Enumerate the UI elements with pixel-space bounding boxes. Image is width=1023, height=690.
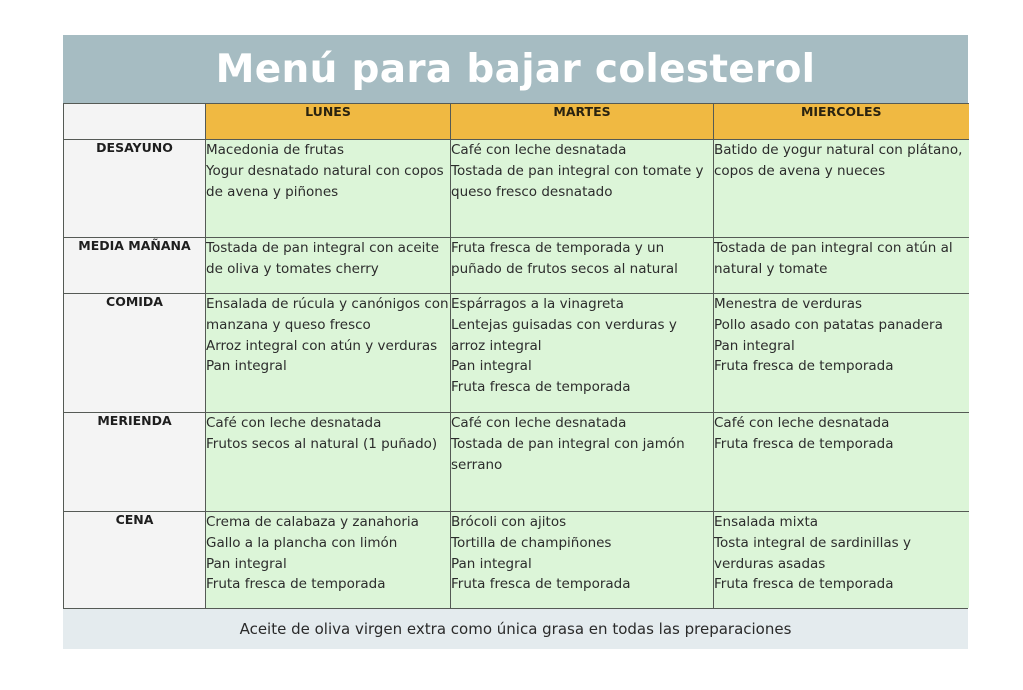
header-row: [64, 104, 969, 140]
menu-item: Arroz integral con atún y verduras: [206, 337, 438, 354]
table-row: [64, 140, 969, 238]
menu-item: Fruta fresca de temporada y un puñado de frutos secos al natural: [451, 240, 678, 277]
cell-cena-miercoles: [714, 512, 969, 609]
cell-comida-miercoles: [714, 294, 969, 413]
menu-item: Pan integral: [451, 358, 532, 375]
menu-item: Fruta fresca de temporada: [714, 358, 894, 375]
menu-item: Fruta fresca de temporada: [714, 576, 894, 593]
row-header-comida: COMIDA: [64, 294, 206, 413]
cell-cena-martes: [451, 512, 714, 609]
cell-comida-martes: [451, 294, 714, 413]
cell-merienda-martes: [451, 413, 714, 512]
menu-item: Tosta integral de sardinillas y verduras asadas: [714, 534, 911, 572]
menu-item: Yogur desnatado natural con copos de avena y piñones: [206, 162, 444, 200]
menu-item: Macedonia de frutas: [206, 142, 344, 158]
menu-item: Tortilla de champiñones: [451, 534, 612, 551]
cell-cena-lunes: [206, 512, 451, 609]
menu-item: Lentejas guisadas con verduras y arroz integral: [451, 316, 677, 354]
menu-item: Tostada de pan integral con atún al natural y tomate: [714, 240, 953, 277]
table-row: [64, 512, 969, 609]
menu-sheet: [63, 35, 968, 648]
menu-item: Café con leche desnatada: [451, 142, 627, 158]
menu-item: Pan integral: [206, 358, 287, 375]
menu-item: Pan integral: [206, 555, 287, 572]
menu-item: Brócoli con ajitos: [451, 514, 567, 530]
menu-item: Fruta fresca de temporada: [451, 379, 631, 396]
menu-item: Gallo a la plancha con limón: [206, 534, 398, 551]
page-title: Menú para bajar colesterol: [215, 46, 816, 92]
menu-item: Batido de yogur natural con plátano, copos de avena y nueces: [714, 142, 963, 179]
row-header-cena: CENA: [64, 512, 206, 609]
menu-item: Fruta fresca de temporada: [206, 576, 386, 593]
menu-item: Menestra de verduras: [714, 296, 863, 312]
cell-media-manana-miercoles: [714, 238, 969, 294]
cell-comida-lunes: [206, 294, 451, 413]
menu-item: Espárragos a la vinagreta: [451, 296, 624, 312]
menu-item: Tostada de pan integral con aceite de oliva y tomates cherry: [206, 240, 440, 277]
cell-media-manana-martes: [451, 238, 714, 294]
menu-item: Café con leche desnatada: [714, 415, 890, 431]
menu-item: Fruta fresca de temporada: [714, 435, 894, 452]
table-row: [64, 238, 969, 294]
menu-item: Fruta fresca de temporada: [451, 576, 631, 593]
cell-merienda-lunes: [206, 413, 451, 512]
cell-desayuno-miercoles: [714, 140, 969, 238]
row-header-desayuno: DESAYUNO: [64, 140, 206, 238]
row-header-media-manana: MEDIA MAÑANA: [64, 238, 206, 294]
menu-item: Crema de calabaza y zanahoria: [206, 514, 419, 530]
menu-item: Pan integral: [451, 555, 532, 572]
menu-item: Frutos secos al natural (1 puñado): [206, 435, 438, 452]
menu-item: Pollo asado con patatas panadera: [714, 316, 943, 333]
menu-table: [63, 103, 969, 608]
title-bar: [63, 35, 968, 103]
menu-item: Café con leche desnatada: [451, 415, 627, 431]
menu-item: Ensalada mixta: [714, 514, 819, 530]
menu-item: Tostada de pan integral con jamón serrano: [451, 435, 685, 473]
cell-desayuno-lunes: [206, 140, 451, 238]
column-header-miercoles: MIERCOLES: [714, 104, 969, 140]
column-header-martes: MARTES: [451, 104, 714, 140]
menu-item: Ensalada de rúcula y canónigos con manzana y queso fresco: [206, 296, 449, 333]
column-header-lunes: LUNES: [206, 104, 451, 140]
cell-desayuno-martes: [451, 140, 714, 238]
table-row: [64, 413, 969, 512]
footer-note: Aceite de oliva virgen extra como única grasa en todas las preparaciones: [63, 608, 968, 649]
menu-item: Tostada de pan integral con tomate y queso fresco desnatado: [451, 162, 704, 200]
menu-item: Café con leche desnatada: [206, 415, 382, 431]
corner-cell: [64, 104, 206, 140]
menu-item: Pan integral: [714, 337, 795, 354]
cell-media-manana-lunes: [206, 238, 451, 294]
cell-merienda-miercoles: [714, 413, 969, 512]
row-header-merienda: MERIENDA: [64, 413, 206, 512]
table-row: [64, 294, 969, 413]
